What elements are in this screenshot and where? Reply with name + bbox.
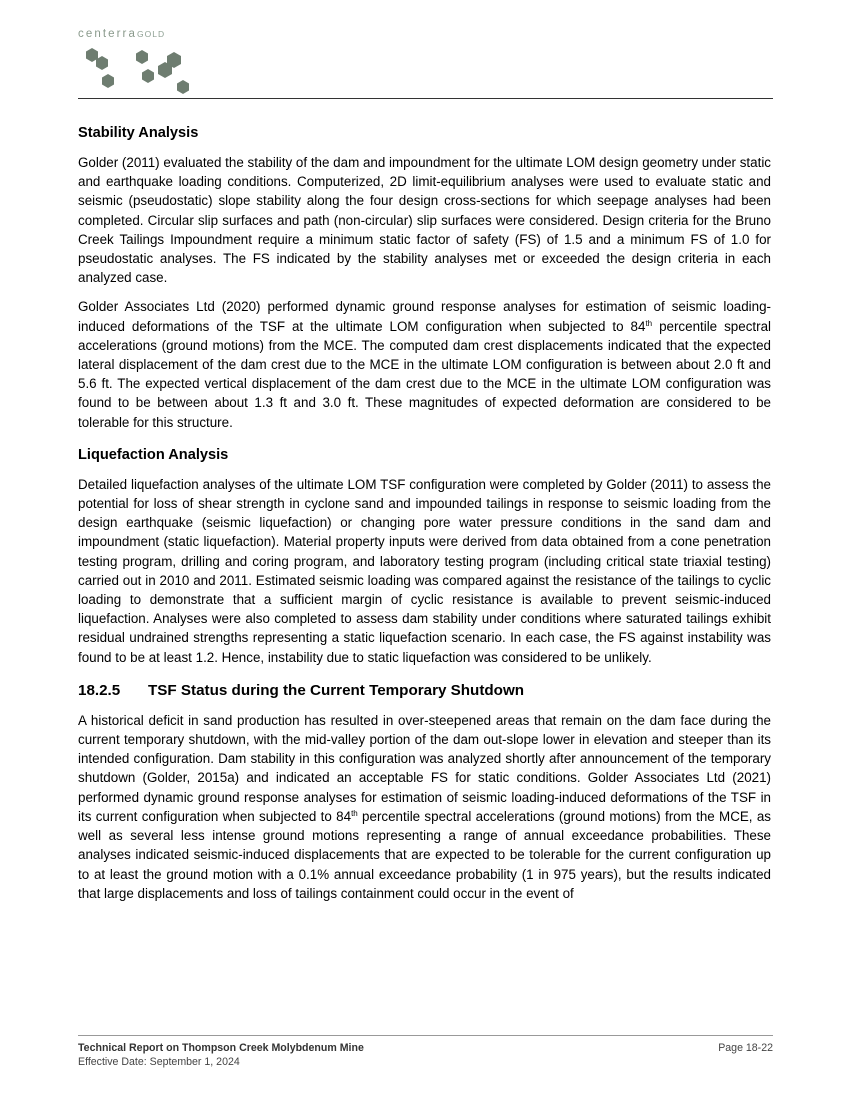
page-number: Page 18-22 — [718, 1042, 773, 1054]
report-title: Technical Report on Thompson Creek Molybdenum Mine — [78, 1042, 364, 1054]
text-run: percentile spectral accelerations (ground motions) from the MCE. The computed dam crest displacements indicated that the expected lateral displacement of the dam crest due to the MCE in the ultimate LOM configuration is between about 2.0 ft and 5.6 ft. The expected vertical displacement of the dam crest due to the MCE in the ultimate LOM configuration was found to be between about 1.3 ft and 3.0 ft. These magnitudes of expected deformation are considered to be tolerable for this structure. — [78, 318, 771, 430]
hexagon-shape — [102, 74, 114, 88]
hexagon-cluster-icon — [78, 44, 198, 96]
header-divider — [78, 98, 773, 99]
liquefaction-analysis-heading: Liquefaction Analysis — [78, 446, 229, 463]
effective-date: Effective Date: September 1, 2024 — [78, 1056, 240, 1068]
superscript: th — [351, 808, 358, 818]
logo-suffix: GOLD — [137, 29, 166, 39]
hexagon-shape — [136, 50, 148, 64]
section-number: 18.2.5 — [78, 681, 121, 699]
company-logo — [78, 28, 208, 94]
tsf-status-paragraph — [78, 711, 771, 903]
stability-paragraph-1: Golder (2011) evaluated the stability of the dam and impoundment for the ultimate LOM design geometry under static and earthquake loading conditions. Computerized, 2D limit-equilibrium analyses were used to evaluate static and seismic (pseudostatic) slope stability along the four design cross-sections for which seepage analyses had been completed. Circular slip surfaces and path (non-circular) slip surfaces were considered. Design criteria for the Bruno Creek Tailings Impoundment require a minimum static factor of safety (FS) of 1.5 and a minimum FS of 1.0 for pseudostatic analyses. The FS indicated by the stability analyses met or exceeded the design criteria in each analyzed case. — [78, 155, 771, 286]
text-run: Golder Associates Ltd (2020) performed dynamic ground response analyses for estimation of seismic loading-induced deformations of the TSF at the ultimate LOM configuration when subjected to 84 — [78, 299, 771, 334]
liquefaction-paragraph: Detailed liquefaction analyses of the ultimate LOM TSF configuration were completed by Golder (2011) to assess the potential for loss of shear strength in cyclone sand and impounded tailings in response to seismic loading from the design earthquake (seismic liquefaction) or changing pore water pressure conditions in the sand dam and impoundment (static liquefaction). Material property inputs were derived from data obtained from a cone penetration testing program, drilling and coring program, and laboratory testing program (including critical state triaxial testing) carried out in 2010 and 2011. Estimated seismic loading was compared against the resistance of the tailings to cyclic loading to demonstrate that a sufficient margin of cyclic resistance is available to prevent seismic-induced liquefaction. Analyses were also completed to assess dam stability under conditions where saturated tailings exhibit residual undrained strengths representing a static liquefaction scenario. In each case, the FS against instability was found to be at least 1.2. Hence, instability due to static liquefaction was considered to be unlikely. — [78, 476, 771, 665]
logo-wordmark — [78, 28, 165, 40]
section-title: TSF Status during the Current Temporary Shutdown — [148, 681, 525, 699]
text-run: A historical deficit in sand production has resulted in over-steepened areas that remain on the dam face during the current temporary shutdown, with the mid-valley portion of the dam out-slope lower in elevation and steeper than its intended configuration. Dam stability in this configuration was analyzed shortly after announcement of the temporary shutdown (Golder, 2015a) and indicated an acceptable FS for static conditions. Golder Associates Ltd (2021) performed dynamic ground response analyses for estimation of seismic loading-induced deformations of the TSF in its current configuration when subjected to 84 — [78, 712, 771, 824]
footer-divider — [78, 1035, 773, 1036]
footer-info — [78, 1041, 364, 1069]
text-run: percentile spectral accelerations (ground motions) from the MCE, as well as several less intense ground motions representing a range of annual exceedance probabilities. These analyses indicated seismic-induced displacements that are expected to be tolerable for the current configuration up to at least the ground motion with a 0.1% annual exceedance probability (1 in 975 years), but the results indicated that large displacements and loss of tailings containment could occur in the event of — [78, 808, 771, 901]
stability-analysis-heading: Stability Analysis — [78, 125, 199, 141]
superscript: th — [645, 318, 653, 328]
logo-word: centerra — [78, 28, 137, 40]
report-body — [78, 124, 771, 913]
hexagon-shape — [142, 69, 154, 83]
section-heading-18-2-5 — [78, 681, 771, 701]
hexagon-shape — [177, 80, 189, 94]
stability-paragraph-2 — [78, 297, 771, 431]
